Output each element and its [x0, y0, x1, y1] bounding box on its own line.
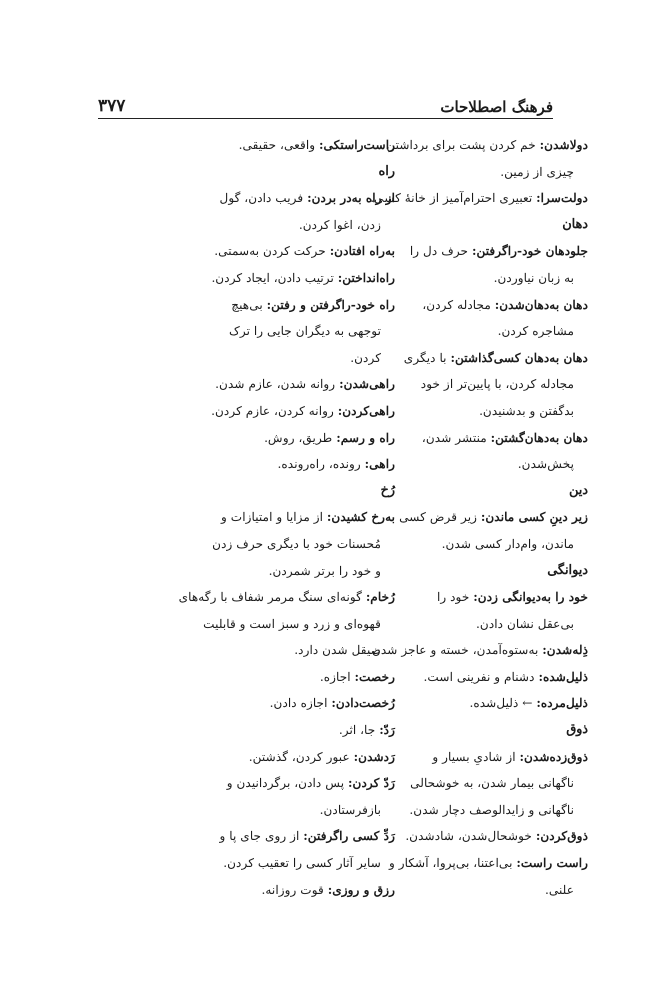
glossary-entry	[145, 744, 395, 771]
section-heading: راه	[378, 163, 395, 179]
entry-term: دولاشدن:	[539, 138, 588, 152]
entry-definition: دشنام و نفرینی است.	[423, 669, 539, 684]
entry-definition-continued: سایر آثار کسی را تعقیب کردن.	[223, 856, 381, 871]
entry-definition: مجادله کردن،	[422, 297, 495, 312]
entry-term: ذلیل‌مرده:	[536, 696, 588, 711]
glossary-entry	[145, 425, 395, 452]
entry-definition-continued: توجهی به دیگران جایی را ترک	[229, 324, 381, 339]
entry-definition: اجازه دادن.	[269, 696, 332, 711]
glossary-entry	[145, 690, 395, 717]
entry-definition-continued: زدن، اغوا کردن.	[298, 217, 381, 232]
entry-definition: روانه کردن، عازم کردن.	[211, 403, 338, 418]
entry-definition: زیر قرض کسی	[399, 510, 481, 525]
entry-definition-continued: بازفرستادن.	[319, 802, 381, 817]
entry-term: رُخام:	[365, 590, 395, 605]
glossary-entry	[145, 371, 395, 398]
entry-definition-continued: مجادله کردن، با پایین‌تر از خود	[420, 377, 574, 392]
entry-term: رَدِّ کسی راگرفتن:	[303, 829, 395, 844]
entry-definition-continued: مشاجره کردن.	[497, 324, 574, 339]
entry-term: ذوق‌کردن:	[535, 829, 588, 844]
glossary-entry	[145, 185, 395, 238]
entry-definition: قوت روزانه.	[261, 882, 328, 897]
entry-definition-continued: کردن.	[350, 350, 381, 365]
entry-definition: حرف دل را	[409, 244, 472, 259]
entry-term: به‌رخ کشیدن:	[326, 510, 395, 525]
entry-term: راه‌انداختن:	[337, 270, 395, 285]
header-rule	[98, 118, 553, 119]
section-heading: دیوانگی	[547, 562, 588, 578]
entry-term: جلودهان خود-راگرفتن:	[471, 244, 588, 259]
entry-term: خود را به‌دیوانگی زدن:	[473, 590, 588, 605]
entry-definition-continued: چیزی از زمین.	[500, 164, 574, 179]
glossary-entry	[145, 584, 395, 664]
entry-definition: گونه‌ای سنگ مرمر شفاف با رگه‌های	[178, 590, 366, 605]
entry-definition: منتشر شدن،	[421, 430, 491, 445]
entry-term: دهان به‌دهان‌گشتن:	[490, 430, 588, 445]
entry-definition: تعبیری احترام‌آمیز از خانهٔ کسی.	[370, 191, 537, 206]
entry-definition: خم کردن پشت برای برداشتن	[386, 138, 540, 152]
entry-definition: ← ذلیل‌شده.	[469, 696, 537, 711]
entry-definition: واقعی، حقیقی.	[238, 138, 319, 152]
entry-definition: خود را	[436, 590, 474, 605]
glossary-entry	[145, 451, 395, 478]
glossary-entry	[145, 877, 395, 904]
entry-definition-continued: ناگهانی بیمار شدن، به خوشحالی	[410, 776, 574, 791]
glossary-entry	[145, 504, 395, 584]
glossary-entry	[145, 398, 395, 425]
entry-definition-continued: بی‌عقل نشان دادن.	[476, 616, 574, 631]
entry-definition: به‌ستوه‌آمدن، خسته و عاجز شدن.	[368, 643, 543, 658]
entry-definition-continued: به زبان نیاوردن.	[493, 270, 574, 285]
glossary-entry	[145, 717, 395, 744]
entry-definition-continued: قهوه‌ای و زرد و سبز است و قابلیت	[203, 616, 381, 631]
entry-definition-continued: بدگفتن و بدشنیدن.	[479, 403, 574, 418]
entry-definition: عبور کردن، گذشتن.	[248, 749, 354, 764]
entry-definition: ترتیب دادن، ایجاد کردن.	[211, 270, 338, 285]
entry-definition: اجازه.	[319, 669, 355, 684]
entry-term: زیر دینِ کسی ماندن:	[480, 510, 588, 525]
entry-definition: طریق، روش.	[264, 430, 337, 445]
entry-definition-continued: مُحسنات خود با دیگری حرف زدن	[212, 536, 381, 551]
entry-definition: رونده، راه‌رونده.	[277, 457, 365, 472]
entry-definition: حرکت کردن به‌سمتی.	[214, 244, 330, 259]
entry-definition-continued: ناگهانی و زایدالوصف دچار شدن.	[409, 802, 574, 817]
entry-term: ذلیل‌شده:	[538, 669, 588, 684]
entry-definition: از مزایا و امتیازات و	[220, 510, 327, 525]
entry-definition-continued: و خود را برتر شمردن.	[268, 563, 381, 578]
glossary-entry	[145, 823, 395, 876]
entry-term: رُخصت‌دادن:	[331, 696, 395, 711]
entry-definition-continued: علنی.	[544, 882, 574, 897]
entry-term: دهان به‌دهان‌شدن:	[494, 297, 588, 312]
entry-term: دولت‌سرا:	[536, 191, 588, 206]
entry-definition: بی‌هیچ	[231, 297, 267, 312]
entry-term: راه خود-راگرفتن و رفتن:	[266, 297, 395, 312]
entry-term: رَدّ:	[379, 723, 395, 738]
entry-term: رخصت:	[354, 669, 395, 684]
entry-term: دهان به‌دهان کسی‌گذاشتن:	[450, 350, 588, 365]
entry-term: رزق و روزی:	[327, 882, 395, 897]
running-title: فرهنگ اصطلاحات	[440, 98, 553, 116]
entry-term: ذِله‌شدن:	[542, 643, 588, 658]
section-heading: ذوق	[566, 722, 588, 738]
entry-definition: از شادیِ بسیار و	[432, 749, 520, 764]
entry-term: ذوق‌زده‌شدن:	[519, 749, 588, 764]
entry-term: راست راست:	[516, 856, 588, 871]
entry-definition-continued: پخش‌شدن.	[517, 457, 574, 472]
entry-definition: بی‌اعتنا، بی‌پروا، آشکار و	[388, 856, 517, 871]
section-heading: دین	[568, 482, 588, 498]
entry-term: راهی:	[364, 457, 395, 472]
entry-term: از راه به‌در بردن:	[307, 191, 395, 206]
entry-term: راست‌راستکی:	[319, 138, 395, 152]
glossary-entry	[145, 770, 395, 823]
glossary-entry	[145, 265, 395, 292]
entry-term: به‌راه افتادن:	[329, 244, 395, 259]
entry-term: راهی‌کردن:	[337, 403, 395, 418]
left-column	[145, 132, 395, 903]
entry-definition: پس دادن، برگردانیدن و	[226, 776, 349, 791]
entry-term: راه و رسم:	[336, 430, 395, 445]
entry-definition: جا، اثر.	[338, 723, 380, 738]
entry-definition: با دیگری	[403, 350, 451, 365]
glossary-entry	[145, 292, 395, 372]
glossary-entry	[145, 664, 395, 691]
section-heading: رُخ	[380, 482, 395, 498]
entry-definition-continued: ماندن، وام‌دار کسی شدن.	[441, 536, 574, 551]
glossary-entry	[145, 132, 395, 159]
entry-definition: روانه شدن، عازم شدن.	[215, 377, 340, 392]
section-heading: دهان	[562, 216, 588, 232]
glossary-entry	[145, 238, 395, 265]
entry-definition: فریب دادن، گول	[219, 191, 308, 206]
page-header	[98, 88, 553, 116]
entry-term: رَدشدن:	[353, 749, 395, 764]
entry-term: راهی‌شدن:	[339, 377, 395, 392]
entry-definition-continued: صیقل شدن دارد.	[294, 643, 381, 658]
page-number: ۳۷۷	[98, 96, 126, 116]
entry-definition: خوشحال‌شدن، شادشدن.	[405, 829, 536, 844]
entry-term: رَدّ کردن:	[348, 776, 395, 791]
entry-definition: از روی جای پا و	[219, 829, 304, 844]
